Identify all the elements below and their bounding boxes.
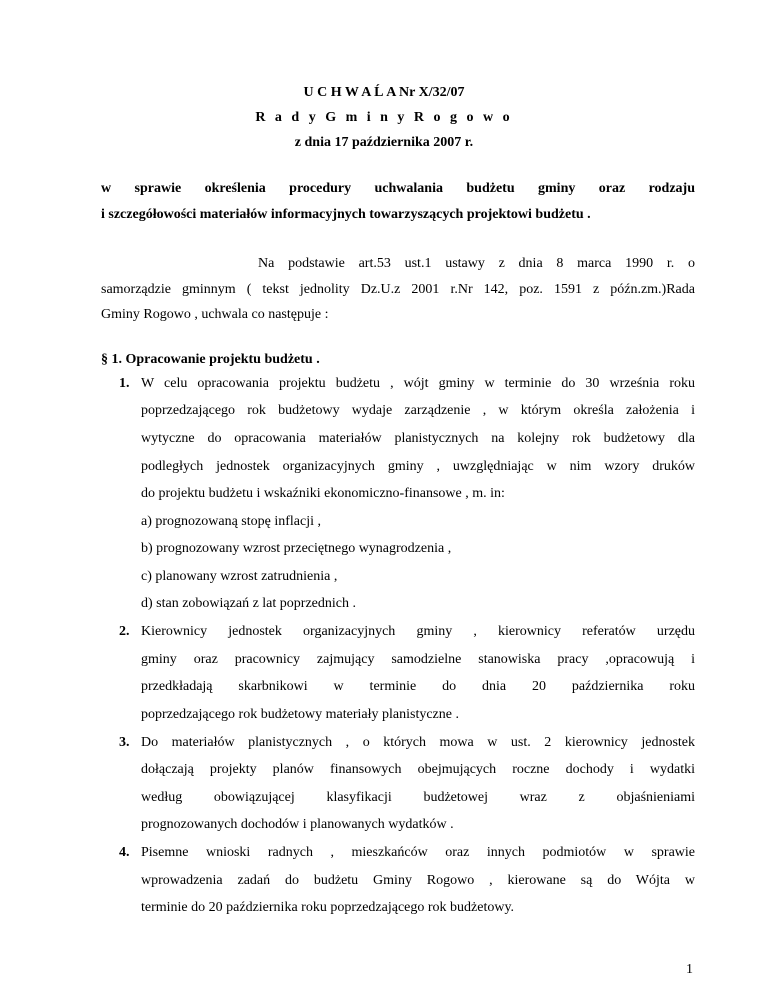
item-4-line-1: Pisemne wnioski radnych , mieszkańców oraz innych podmiotów w sprawie	[141, 845, 695, 860]
item-2-line-2: gminy oraz pracownicy zajmujący samodzielne stanowiska pracy ,opracowują i	[141, 652, 695, 667]
item-1-line-3: wytyczne do opracowania materiałów planistycznych na kolejny rok budżetowy dla	[141, 431, 695, 446]
item-1-line-1: W celu opracowania projektu budżetu , wójt gminy w terminie do 30 września roku	[141, 376, 695, 391]
preamble-line-1: Na podstawie art.53 ust.1 ustawy z dnia 8 marca 1990 r. o	[258, 256, 695, 271]
item-1-line-2: poprzedzającego rok budżetowy wydaje zarządzenie , w którym określa założenia i	[141, 403, 695, 418]
item-3-number: 3.	[119, 735, 130, 750]
item-4-number: 4.	[119, 845, 130, 860]
item-4-line-2: wprowadzenia zadań do budżetu Gminy Rogowo , kierowane są do Wójta w	[141, 873, 695, 888]
section-1-heading: § 1. Opracowanie projektu budżetu .	[101, 352, 320, 367]
item-2-number: 2.	[119, 624, 130, 639]
item-1-point-c: c) planowany wzrost zatrudnienia ,	[141, 569, 338, 584]
council-name: R a d y G m i n y R o g o w o	[255, 110, 513, 125]
preamble-line-2: samorządzie gminnym ( tekst jednolity Dz.U.z 2001 r.Nr 142, poz. 1591 z późn.zm.)Rada	[101, 282, 695, 297]
subject-line-2: i szczegółowości materiałów informacyjnych towarzyszących projektowi budżetu .	[101, 207, 591, 222]
item-1-point-a: a) prognozowaną stopę inflacji ,	[141, 514, 321, 529]
item-1-line-4: podległych jednostek organizacyjnych gminy , uwzględniając w nim wzory druków	[141, 459, 695, 474]
item-3-line-3: według obowiązującej klasyfikacji budżetowej wraz z objaśnieniami	[141, 790, 695, 805]
item-1-number: 1.	[119, 376, 130, 391]
item-2-line-3: przedkładają skarbnikowi w terminie do dnia 20 października roku	[141, 679, 695, 694]
preamble-line-3: Gminy Rogowo , uchwala co następuje :	[101, 307, 329, 322]
item-3-line-4: prognozowanych dochodów i planowanych wydatków .	[141, 817, 454, 832]
subject-line-1: w sprawie określenia procedury uchwalania budżetu gminy oraz rodzaju	[101, 181, 695, 196]
item-1-point-b: b) prognozowany wzrost przeciętnego wynagrodzenia ,	[141, 541, 452, 556]
page-number: 1	[686, 962, 693, 977]
item-2-line-1: Kierownicy jednostek organizacyjnych gminy , kierownicy referatów urzędu	[141, 624, 695, 639]
item-2-line-4: poprzedzającego rok budżetowy materiały planistyczne .	[141, 707, 459, 722]
item-1-point-d: d) stan zobowiązań z lat poprzednich .	[141, 596, 356, 611]
item-1-line-5: do projektu budżetu i wskaźniki ekonomiczno-finansowe , m. in:	[141, 486, 505, 501]
resolution-title: U C H W A Ĺ A Nr X/32/07	[303, 85, 465, 100]
item-3-line-2: dołączają projekty planów finansowych obejmujących roczne dochody i wydatki	[141, 762, 695, 777]
item-3-line-1: Do materiałów planistycznych , o których mowa w ust. 2 kierownicy jednostek	[141, 735, 695, 750]
item-4-line-3: terminie do 20 października roku poprzedzającego rok budżetowy.	[141, 900, 515, 915]
resolution-date: z dnia 17 października 2007 r.	[294, 135, 474, 150]
